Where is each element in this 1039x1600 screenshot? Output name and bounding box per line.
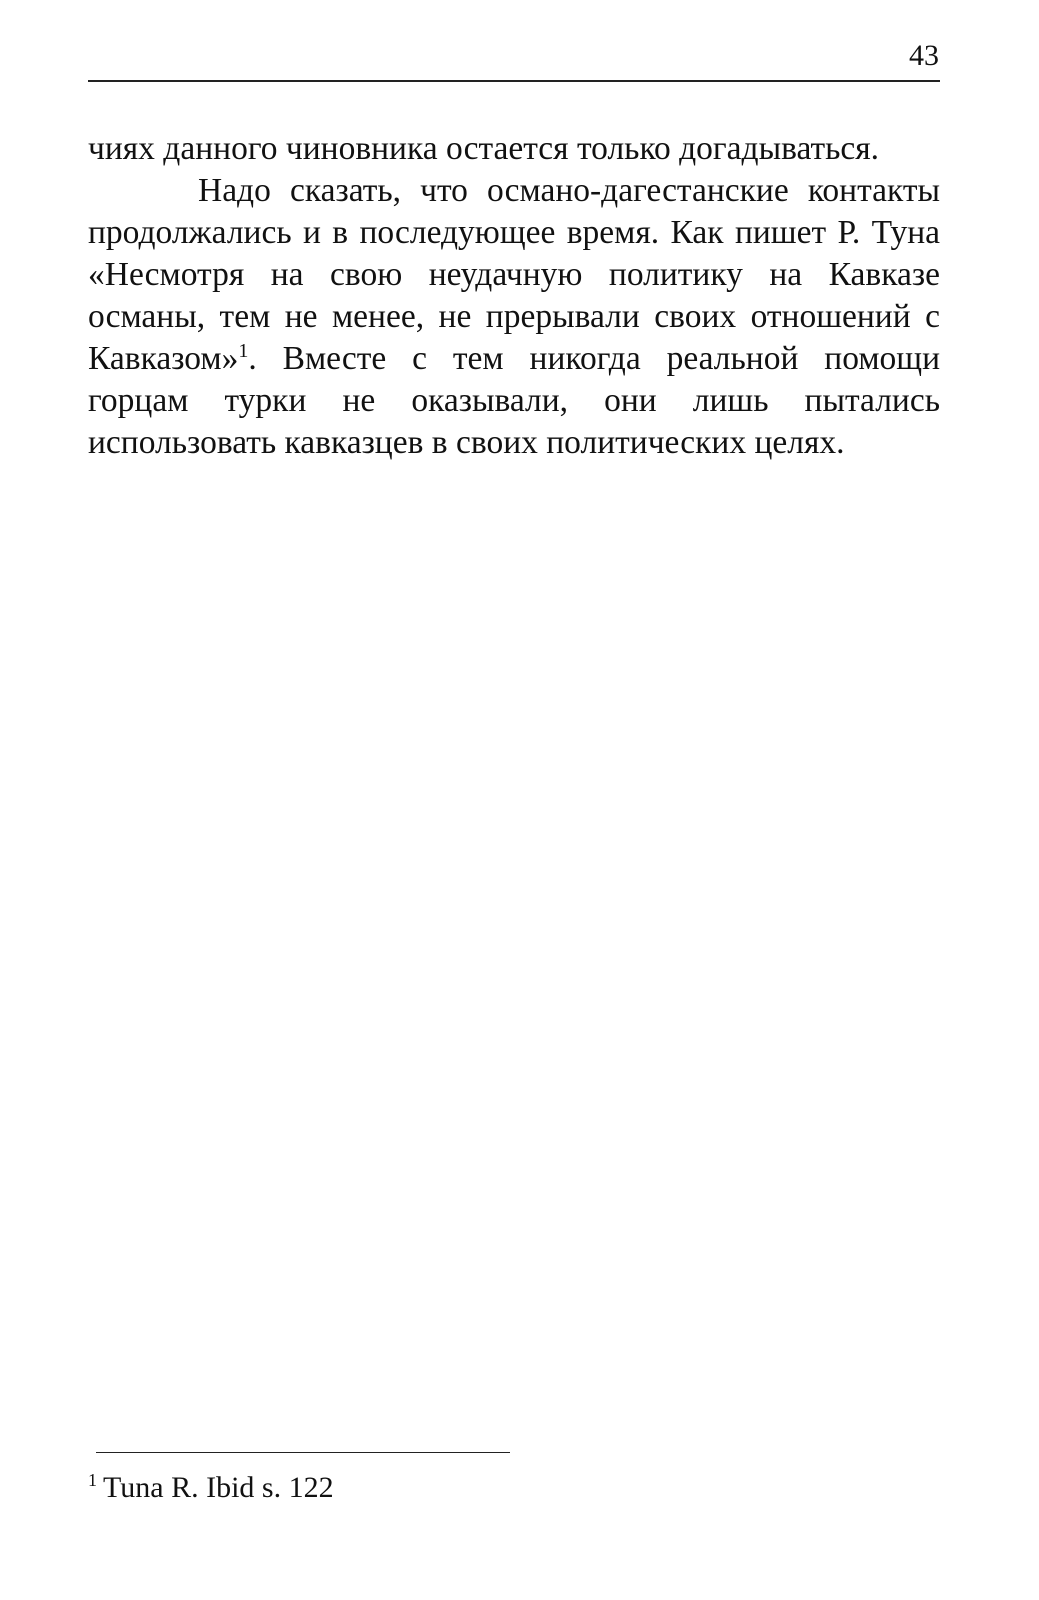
paragraph-2-continuation: . Вместе с тем никогда реальной помощи горцам турки не оказывали, они лишь пытались использовать кавказцев в своих политических целях.: [88, 340, 940, 461]
footnote-number: 1: [88, 1470, 97, 1490]
paragraph-2: [88, 170, 940, 464]
footnote: [88, 1468, 334, 1508]
header-rule: [88, 80, 940, 82]
footnote-rule: [96, 1452, 510, 1453]
paragraph-2-text: Надо сказать, что османо-дагестанские контакты продолжались и в последующее время. Как пишет Р. Туна «Несмотря на свою неудачную политику на Кавказе османы, тем не менее, не прерывали своих отношений с Кавказом»: [88, 172, 940, 377]
body-text: [88, 128, 940, 464]
paragraph-1: чиях данного чиновника остается только догадываться.: [88, 130, 880, 167]
page-number: 43: [909, 39, 939, 72]
footnote-text: Tuna R. Ibid s. 122: [103, 1471, 334, 1504]
footnote-reference: 1: [238, 339, 249, 362]
